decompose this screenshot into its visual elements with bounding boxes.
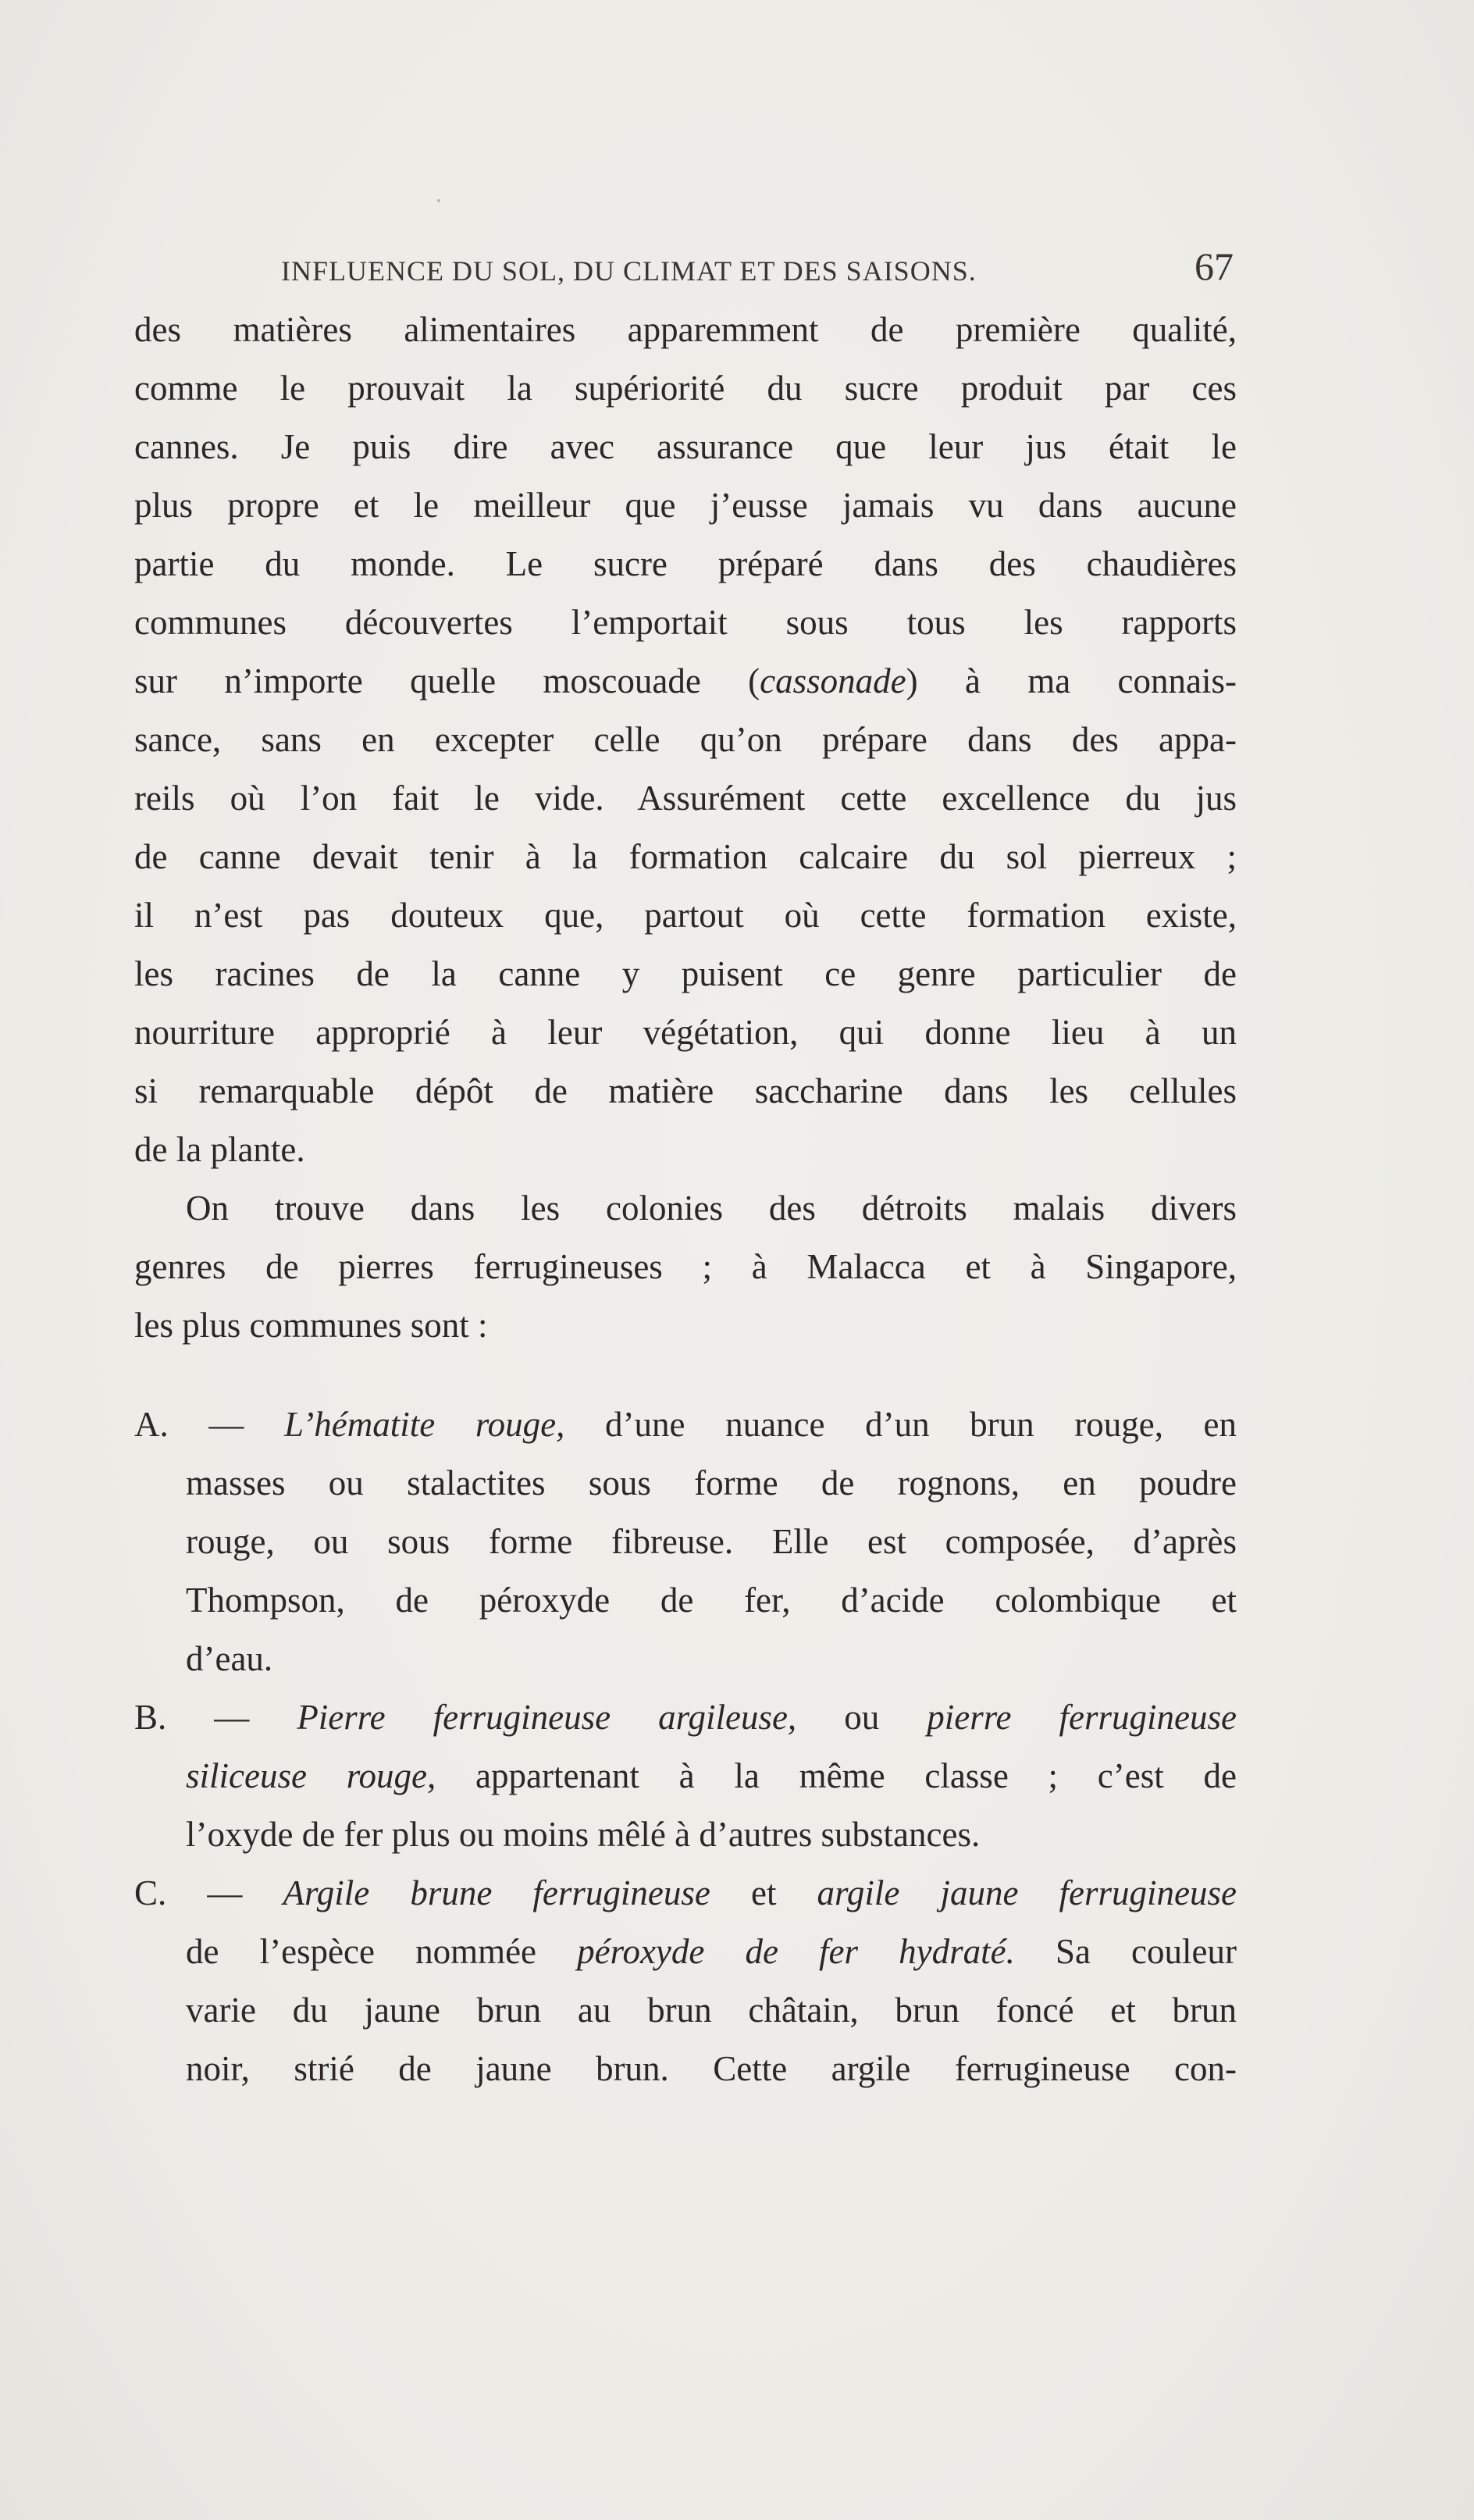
text-line: si remarquable dépôt de matière saccharine dans les cellules: [134, 1071, 1237, 1110]
page-number: 67: [1195, 244, 1234, 288]
text-line: d’eau.: [186, 1639, 273, 1678]
text-segment: ou: [796, 1698, 927, 1737]
item-label: B. —: [134, 1698, 297, 1737]
text-line: rouge, ou sous forme fibreuse. Elle est composée, d’après: [186, 1522, 1237, 1561]
italic-term: péroxyde de fer hydraté.: [577, 1932, 1015, 1971]
italic-term: Argile brune ferrugineuse: [283, 1873, 710, 1912]
paper-speck: [437, 199, 440, 202]
running-title: INFLUENCE DU SOL, DU CLIMAT ET DES SAISONS.: [281, 255, 977, 287]
text-line: de la plante.: [134, 1130, 305, 1169]
italic-term: siliceuse rouge,: [186, 1756, 436, 1795]
text-segment: sur n’importe quelle moscouade (: [134, 661, 760, 700]
text-line: [134, 1747, 1237, 1805]
text-line: plus propre et le meilleur que j’eusse jamais vu dans aucune: [134, 486, 1237, 525]
text-line: communes découvertes l’emportait sous tous les rapports: [134, 603, 1237, 642]
text-segment: appartenant à la même classe ; c’est de: [436, 1756, 1237, 1795]
text-line: genres de pierres ferrugineuses ; à Malacca et à Singapore,: [134, 1247, 1237, 1286]
text-line: de canne devait tenir à la formation calcaire du sol pierreux ;: [134, 837, 1237, 876]
text-segment: et: [710, 1873, 817, 1912]
italic-term: argile jaune ferrugineuse: [817, 1873, 1237, 1912]
text-segment: ) à ma connais-: [906, 661, 1237, 700]
item-label: A. —: [134, 1405, 284, 1444]
text-line: masses ou stalactites sous forme de rognons, en poudre: [186, 1463, 1237, 1502]
text-line: il n’est pas douteux que, partout où cette formation existe,: [134, 896, 1237, 935]
text-line: Thompson, de péroxyde de fer, d’acide colombique et: [186, 1581, 1237, 1620]
text-line: On trouve dans les colonies des détroits malais divers: [186, 1189, 1237, 1228]
spacer: [134, 1355, 1237, 1395]
text-segment: de l’espèce nommée: [186, 1932, 578, 1971]
text-segment: d’une nuance d’un brun rouge, en: [564, 1405, 1237, 1444]
text-line: nourriture approprié à leur végétation, qui donne lieu à un: [134, 1013, 1237, 1052]
running-head: [281, 244, 1234, 290]
italic-term: Pierre ferrugineuse argileuse,: [297, 1698, 797, 1737]
text-line: [134, 652, 1237, 711]
text-line: partie du monde. Le sucre préparé dans des chaudières: [134, 544, 1237, 583]
text-line: des matières alimentaires apparemment de première qualité,: [134, 310, 1237, 349]
text-line: comme le prouvait la supériorité du sucre produit par ces: [134, 369, 1237, 408]
italic-term: cassonade: [760, 661, 906, 700]
text-line: l’oxyde de fer plus ou moins mêlé à d’autres substances.: [186, 1815, 981, 1854]
text-segment: Sa couleur: [1014, 1932, 1237, 1971]
text-line: [134, 1923, 1237, 1981]
list-item-c-first-line: [134, 1864, 1237, 1923]
body-text: [134, 301, 1237, 2098]
text-line: les racines de la canne y puisent ce genre particulier de: [134, 954, 1237, 993]
list-item-a-first-line: [134, 1395, 1237, 1454]
text-line: sance, sans en excepter celle qu’on prépare dans des appa-: [134, 720, 1237, 759]
text-line: varie du jaune brun au brun châtain, brun foncé et brun: [186, 1991, 1237, 2030]
text-line: les plus communes sont :: [134, 1306, 488, 1345]
text-line: reils où l’on fait le vide. Assurément cette excellence du jus: [134, 779, 1237, 818]
italic-term: pierre ferrugineuse: [927, 1698, 1237, 1737]
italic-term: L’hématite rouge,: [283, 1405, 565, 1444]
list-item-b-first-line: [134, 1688, 1237, 1747]
text-line: cannes. Je puis dire avec assurance que leur jus était le: [134, 427, 1237, 466]
text-line: noir, strié de jaune brun. Cette argile ferrugineuse con-: [186, 2049, 1237, 2088]
item-label: C. —: [134, 1873, 283, 1912]
